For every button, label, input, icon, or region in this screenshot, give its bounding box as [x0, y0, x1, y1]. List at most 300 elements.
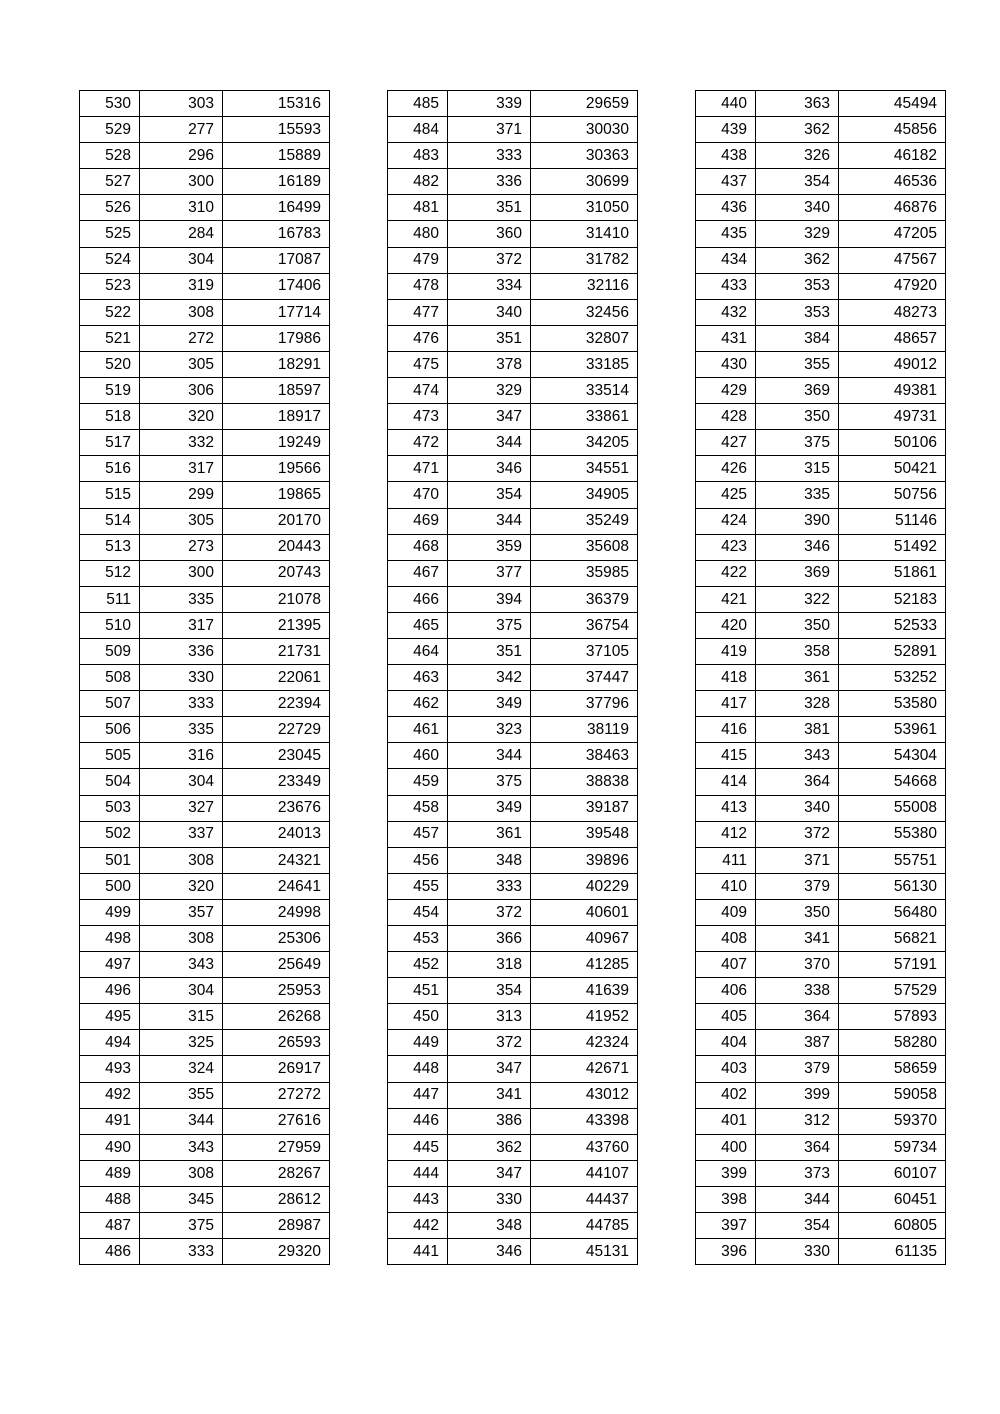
count-cell: 315 [756, 456, 839, 482]
score-cell: 479 [388, 247, 448, 273]
cumulative-cell: 24641 [223, 873, 330, 899]
cumulative-cell: 55380 [839, 821, 946, 847]
cumulative-cell: 22394 [223, 691, 330, 717]
count-cell: 354 [756, 169, 839, 195]
table-row [388, 691, 638, 717]
cumulative-cell: 32807 [531, 325, 638, 351]
cumulative-cell: 31782 [531, 247, 638, 273]
count-cell: 353 [756, 273, 839, 299]
score-cell: 469 [388, 508, 448, 534]
count-cell: 354 [448, 978, 531, 1004]
count-cell: 357 [140, 899, 223, 925]
table-row [696, 1108, 946, 1134]
cumulative-cell: 15316 [223, 91, 330, 117]
table-row [696, 456, 946, 482]
cumulative-cell: 52891 [839, 638, 946, 664]
table-row [80, 899, 330, 925]
score-cell: 494 [80, 1030, 140, 1056]
score-cell: 472 [388, 430, 448, 456]
count-cell: 344 [140, 1108, 223, 1134]
cumulative-cell: 22061 [223, 665, 330, 691]
count-cell: 284 [140, 221, 223, 247]
table-row [388, 847, 638, 873]
score-cell: 502 [80, 821, 140, 847]
table-row [696, 612, 946, 638]
score-cell: 436 [696, 195, 756, 221]
cumulative-cell: 18917 [223, 404, 330, 430]
cumulative-cell: 28267 [223, 1160, 330, 1186]
table-row [696, 665, 946, 691]
count-cell: 354 [448, 482, 531, 508]
table-row [388, 638, 638, 664]
table-row [696, 247, 946, 273]
cumulative-cell: 58280 [839, 1030, 946, 1056]
cumulative-cell: 34905 [531, 482, 638, 508]
table-row [388, 586, 638, 612]
count-cell: 306 [140, 378, 223, 404]
table-row [696, 899, 946, 925]
cumulative-cell: 43398 [531, 1108, 638, 1134]
score-cell: 512 [80, 560, 140, 586]
score-cell: 487 [80, 1213, 140, 1239]
count-cell: 379 [756, 873, 839, 899]
count-cell: 343 [140, 952, 223, 978]
cumulative-cell: 45494 [839, 91, 946, 117]
cumulative-cell: 56480 [839, 899, 946, 925]
cumulative-cell: 20170 [223, 508, 330, 534]
count-cell: 335 [140, 586, 223, 612]
count-cell: 345 [140, 1186, 223, 1212]
count-cell: 300 [140, 560, 223, 586]
table-row [80, 456, 330, 482]
table-row [80, 1082, 330, 1108]
count-cell: 372 [756, 821, 839, 847]
count-cell: 378 [448, 351, 531, 377]
count-cell: 335 [756, 482, 839, 508]
cumulative-cell: 45131 [531, 1239, 638, 1265]
table-row [388, 325, 638, 351]
count-cell: 364 [756, 1134, 839, 1160]
score-cell: 396 [696, 1239, 756, 1265]
count-cell: 369 [756, 560, 839, 586]
score-cell: 495 [80, 1004, 140, 1030]
table-row [388, 221, 638, 247]
table-row [388, 247, 638, 273]
score-cell: 475 [388, 351, 448, 377]
table-row [80, 821, 330, 847]
table-row [80, 560, 330, 586]
cumulative-cell: 31410 [531, 221, 638, 247]
cumulative-cell: 46876 [839, 195, 946, 221]
score-cell: 460 [388, 743, 448, 769]
table-row [696, 430, 946, 456]
count-cell: 364 [756, 769, 839, 795]
score-cell: 498 [80, 926, 140, 952]
score-cell: 473 [388, 404, 448, 430]
count-cell: 316 [140, 743, 223, 769]
cumulative-cell: 30363 [531, 143, 638, 169]
count-cell: 308 [140, 299, 223, 325]
count-cell: 310 [140, 195, 223, 221]
table-row [696, 926, 946, 952]
count-cell: 320 [140, 404, 223, 430]
count-cell: 371 [756, 847, 839, 873]
score-cell: 464 [388, 638, 448, 664]
count-cell: 375 [448, 612, 531, 638]
table-row [388, 821, 638, 847]
cumulative-cell: 46536 [839, 169, 946, 195]
cumulative-cell: 16189 [223, 169, 330, 195]
table-row [80, 195, 330, 221]
cumulative-cell: 16499 [223, 195, 330, 221]
count-cell: 350 [756, 404, 839, 430]
table-row [80, 351, 330, 377]
score-cell: 411 [696, 847, 756, 873]
cumulative-cell: 26917 [223, 1056, 330, 1082]
cumulative-cell: 17714 [223, 299, 330, 325]
table-row [388, 743, 638, 769]
table-row [696, 847, 946, 873]
count-cell: 338 [756, 978, 839, 1004]
table-row [696, 1213, 946, 1239]
cumulative-cell: 19249 [223, 430, 330, 456]
score-cell: 420 [696, 612, 756, 638]
count-cell: 322 [756, 586, 839, 612]
table-row [388, 430, 638, 456]
cumulative-cell: 33861 [531, 404, 638, 430]
count-cell: 336 [448, 169, 531, 195]
cumulative-cell: 33185 [531, 351, 638, 377]
table-row [388, 1239, 638, 1265]
count-cell: 329 [756, 221, 839, 247]
table-row [80, 691, 330, 717]
cumulative-cell: 43760 [531, 1134, 638, 1160]
table-row [696, 351, 946, 377]
count-cell: 312 [756, 1108, 839, 1134]
score-cell: 508 [80, 665, 140, 691]
score-cell: 397 [696, 1213, 756, 1239]
table-row [388, 143, 638, 169]
cumulative-cell: 40967 [531, 926, 638, 952]
cumulative-cell: 51861 [839, 560, 946, 586]
table-row [388, 482, 638, 508]
cumulative-cell: 35249 [531, 508, 638, 534]
score-cell: 489 [80, 1160, 140, 1186]
cumulative-cell: 60107 [839, 1160, 946, 1186]
cumulative-cell: 42671 [531, 1056, 638, 1082]
score-cell: 506 [80, 717, 140, 743]
table-row [80, 1108, 330, 1134]
cumulative-cell: 61135 [839, 1239, 946, 1265]
score-cell: 462 [388, 691, 448, 717]
score-cell: 438 [696, 143, 756, 169]
cumulative-cell: 19865 [223, 482, 330, 508]
table-row [388, 1160, 638, 1186]
cumulative-cell: 41639 [531, 978, 638, 1004]
cumulative-cell: 53580 [839, 691, 946, 717]
score-cell: 467 [388, 560, 448, 586]
cumulative-cell: 38463 [531, 743, 638, 769]
table-row [388, 1030, 638, 1056]
count-cell: 381 [756, 717, 839, 743]
count-cell: 319 [140, 273, 223, 299]
cumulative-cell: 43012 [531, 1082, 638, 1108]
count-cell: 304 [140, 769, 223, 795]
score-cell: 433 [696, 273, 756, 299]
cumulative-cell: 20443 [223, 534, 330, 560]
score-cell: 490 [80, 1134, 140, 1160]
count-cell: 343 [756, 743, 839, 769]
cumulative-cell: 27272 [223, 1082, 330, 1108]
count-cell: 325 [140, 1030, 223, 1056]
table-row [388, 91, 638, 117]
cumulative-cell: 60805 [839, 1213, 946, 1239]
count-cell: 340 [756, 195, 839, 221]
score-cell: 461 [388, 717, 448, 743]
count-cell: 347 [448, 1056, 531, 1082]
cumulative-cell: 56130 [839, 873, 946, 899]
score-cell: 521 [80, 325, 140, 351]
score-cell: 476 [388, 325, 448, 351]
table-row [388, 534, 638, 560]
count-cell: 330 [140, 665, 223, 691]
table-row [696, 169, 946, 195]
cumulative-cell: 41285 [531, 952, 638, 978]
score-cell: 459 [388, 769, 448, 795]
cumulative-cell: 59370 [839, 1108, 946, 1134]
count-cell: 364 [756, 1004, 839, 1030]
count-cell: 300 [140, 169, 223, 195]
score-cell: 466 [388, 586, 448, 612]
score-cell: 513 [80, 534, 140, 560]
table-row [80, 978, 330, 1004]
score-cell: 430 [696, 351, 756, 377]
score-table-3 [695, 90, 946, 1265]
score-cell: 441 [388, 1239, 448, 1265]
count-cell: 379 [756, 1056, 839, 1082]
table-row [80, 586, 330, 612]
table-row [696, 873, 946, 899]
score-cell: 442 [388, 1213, 448, 1239]
score-cell: 509 [80, 638, 140, 664]
table-row [80, 795, 330, 821]
count-cell: 387 [756, 1030, 839, 1056]
cumulative-cell: 51492 [839, 534, 946, 560]
cumulative-cell: 54304 [839, 743, 946, 769]
cumulative-cell: 47205 [839, 221, 946, 247]
count-cell: 358 [756, 638, 839, 664]
count-cell: 350 [756, 612, 839, 638]
table-row [696, 743, 946, 769]
count-cell: 353 [756, 299, 839, 325]
score-cell: 496 [80, 978, 140, 1004]
table-row [388, 612, 638, 638]
score-cell: 478 [388, 273, 448, 299]
cumulative-cell: 59734 [839, 1134, 946, 1160]
table-row [696, 560, 946, 586]
count-cell: 349 [448, 795, 531, 821]
table-row [696, 1160, 946, 1186]
score-cell: 431 [696, 325, 756, 351]
table-row [696, 1082, 946, 1108]
count-cell: 333 [448, 873, 531, 899]
score-cell: 424 [696, 508, 756, 534]
count-cell: 372 [448, 899, 531, 925]
table-row [696, 1239, 946, 1265]
score-cell: 515 [80, 482, 140, 508]
score-cell: 410 [696, 873, 756, 899]
count-cell: 327 [140, 795, 223, 821]
table-row [80, 717, 330, 743]
score-cell: 483 [388, 143, 448, 169]
cumulative-cell: 23676 [223, 795, 330, 821]
score-cell: 481 [388, 195, 448, 221]
table-row [696, 1134, 946, 1160]
score-cell: 519 [80, 378, 140, 404]
count-cell: 361 [448, 821, 531, 847]
score-cell: 518 [80, 404, 140, 430]
table-row [388, 456, 638, 482]
table-row [80, 1160, 330, 1186]
count-cell: 304 [140, 247, 223, 273]
score-cell: 423 [696, 534, 756, 560]
table-row [388, 560, 638, 586]
cumulative-cell: 33514 [531, 378, 638, 404]
cumulative-cell: 25953 [223, 978, 330, 1004]
score-cell: 530 [80, 91, 140, 117]
count-cell: 372 [448, 1030, 531, 1056]
count-cell: 355 [756, 351, 839, 377]
cumulative-cell: 44107 [531, 1160, 638, 1186]
table-row [388, 1056, 638, 1082]
score-cell: 485 [388, 91, 448, 117]
cumulative-cell: 36379 [531, 586, 638, 612]
cumulative-cell: 40601 [531, 899, 638, 925]
count-cell: 344 [756, 1186, 839, 1212]
score-cell: 405 [696, 1004, 756, 1030]
cumulative-cell: 20743 [223, 560, 330, 586]
cumulative-cell: 29320 [223, 1239, 330, 1265]
table-row [388, 1134, 638, 1160]
table-row [388, 378, 638, 404]
count-cell: 344 [448, 508, 531, 534]
table-row [696, 821, 946, 847]
table-row [80, 665, 330, 691]
cumulative-cell: 55751 [839, 847, 946, 873]
count-cell: 308 [140, 847, 223, 873]
table-row [80, 534, 330, 560]
table-row [388, 351, 638, 377]
table-row [696, 404, 946, 430]
score-cell: 439 [696, 117, 756, 143]
table-row [388, 1213, 638, 1239]
count-cell: 355 [140, 1082, 223, 1108]
count-cell: 363 [756, 91, 839, 117]
cumulative-cell: 46182 [839, 143, 946, 169]
table-row [388, 952, 638, 978]
score-cell: 413 [696, 795, 756, 821]
cumulative-cell: 26268 [223, 1004, 330, 1030]
count-cell: 333 [140, 1239, 223, 1265]
cumulative-cell: 39187 [531, 795, 638, 821]
table-row [696, 1004, 946, 1030]
cumulative-cell: 52183 [839, 586, 946, 612]
cumulative-cell: 59058 [839, 1082, 946, 1108]
score-cell: 448 [388, 1056, 448, 1082]
cumulative-cell: 17087 [223, 247, 330, 273]
score-cell: 432 [696, 299, 756, 325]
count-cell: 390 [756, 508, 839, 534]
score-cell: 471 [388, 456, 448, 482]
cumulative-cell: 55008 [839, 795, 946, 821]
score-cell: 520 [80, 351, 140, 377]
count-cell: 334 [448, 273, 531, 299]
count-cell: 375 [756, 430, 839, 456]
score-cell: 444 [388, 1160, 448, 1186]
score-cell: 451 [388, 978, 448, 1004]
score-cell: 457 [388, 821, 448, 847]
table-row [80, 1186, 330, 1212]
cumulative-cell: 37796 [531, 691, 638, 717]
count-cell: 341 [448, 1082, 531, 1108]
cumulative-cell: 49381 [839, 378, 946, 404]
count-cell: 373 [756, 1160, 839, 1186]
count-cell: 333 [140, 691, 223, 717]
score-table-1 [79, 90, 330, 1265]
table-row [388, 169, 638, 195]
score-cell: 449 [388, 1030, 448, 1056]
score-cell: 404 [696, 1030, 756, 1056]
cumulative-cell: 17986 [223, 325, 330, 351]
cumulative-cell: 24321 [223, 847, 330, 873]
score-cell: 456 [388, 847, 448, 873]
score-cell: 482 [388, 169, 448, 195]
score-cell: 434 [696, 247, 756, 273]
table-row [388, 299, 638, 325]
table-row [80, 638, 330, 664]
cumulative-cell: 37105 [531, 638, 638, 664]
count-cell: 342 [448, 665, 531, 691]
score-cell: 499 [80, 899, 140, 925]
cumulative-cell: 21078 [223, 586, 330, 612]
cumulative-cell: 21731 [223, 638, 330, 664]
table-row [388, 1108, 638, 1134]
count-cell: 344 [448, 743, 531, 769]
table-row [80, 1004, 330, 1030]
cumulative-cell: 35985 [531, 560, 638, 586]
cumulative-cell: 45856 [839, 117, 946, 143]
score-cell: 525 [80, 221, 140, 247]
score-cell: 412 [696, 821, 756, 847]
score-cell: 505 [80, 743, 140, 769]
count-cell: 328 [756, 691, 839, 717]
score-cell: 416 [696, 717, 756, 743]
score-cell: 445 [388, 1134, 448, 1160]
score-cell: 458 [388, 795, 448, 821]
score-cell: 417 [696, 691, 756, 717]
count-cell: 361 [756, 665, 839, 691]
count-cell: 344 [448, 430, 531, 456]
cumulative-cell: 15593 [223, 117, 330, 143]
cumulative-cell: 41952 [531, 1004, 638, 1030]
count-cell: 332 [140, 430, 223, 456]
count-cell: 343 [140, 1134, 223, 1160]
cumulative-cell: 34205 [531, 430, 638, 456]
score-cell: 440 [696, 91, 756, 117]
cumulative-cell: 16783 [223, 221, 330, 247]
table-row [696, 952, 946, 978]
cumulative-cell: 31050 [531, 195, 638, 221]
